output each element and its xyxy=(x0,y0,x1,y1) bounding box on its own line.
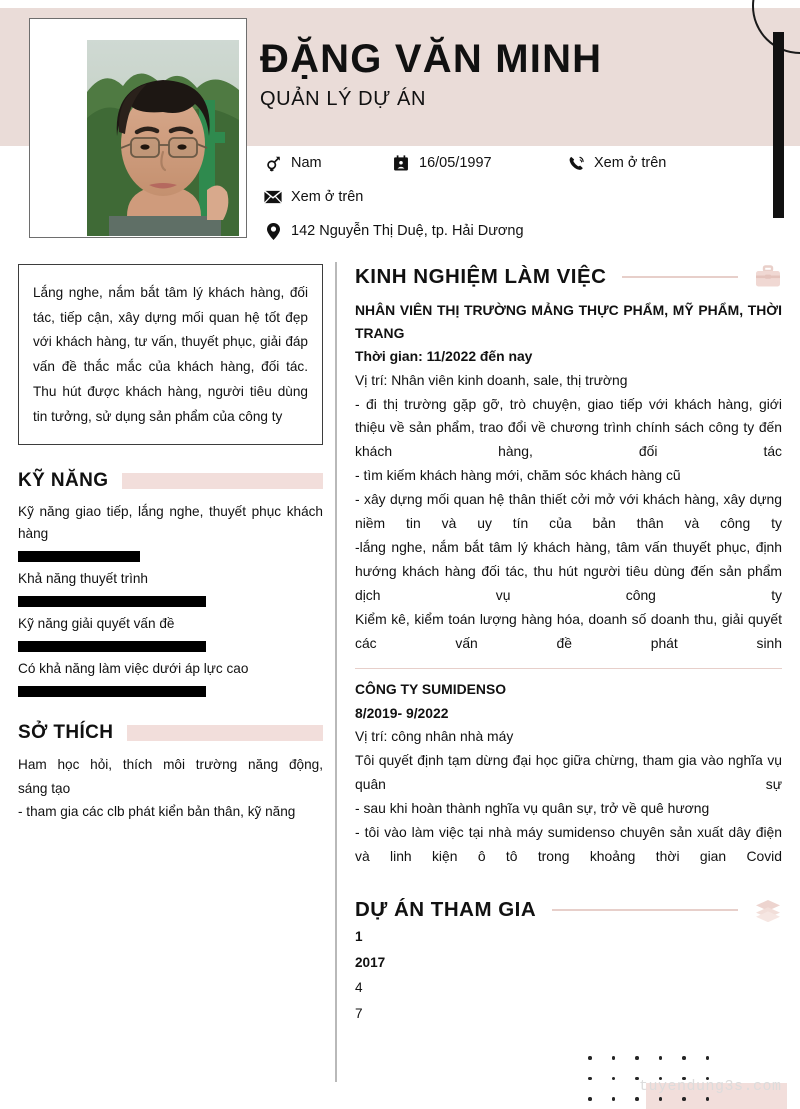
skills-section-header xyxy=(18,470,323,492)
job-line: - xây dựng mối quan hệ thân thiết cởi mở với khách hàng, xây dựng niềm tin và uy tín của bản thân và công ty xyxy=(355,491,782,532)
avatar xyxy=(87,40,239,236)
summary-box xyxy=(18,264,323,445)
skill-label: Kỹ năng giao tiếp, lắng nghe, thuyết phục khách hàng xyxy=(18,504,323,542)
envelope-icon xyxy=(264,188,282,206)
hobby-line: Ham học hỏi, thích môi trường năng động, xyxy=(18,757,323,773)
skill-item xyxy=(18,501,323,562)
hobbies-section-header xyxy=(18,722,323,744)
job-line: Tôi quyết định tạm dừng đại học giữa chừng, tham gia vào nghĩa vụ quân sự xyxy=(355,752,782,793)
name-block xyxy=(260,38,602,111)
hobbies-accent-bar xyxy=(127,725,323,741)
project-item: 1 xyxy=(355,928,363,944)
gender-icon xyxy=(264,154,282,172)
page-title: ĐẶNG VĂN MINH xyxy=(260,37,603,81)
project-item: 2017 xyxy=(355,954,386,970)
sidebar-left xyxy=(18,264,323,823)
job-line: Vị trí: Nhân viên kinh doanh, sale, thị trường xyxy=(355,371,628,388)
contact-address-value: 142 Nguyễn Thị Duệ, tp. Hải Dương xyxy=(291,223,524,239)
contact-phone[interactable] xyxy=(567,154,666,172)
skill-label: Có khả năng làm việc dưới áp lực cao xyxy=(18,661,249,677)
column-divider xyxy=(335,262,337,1082)
skill-item xyxy=(18,568,323,607)
projects-section-header xyxy=(355,897,782,923)
skill-progress-bar xyxy=(18,641,206,652)
summary-text: Lắng nghe, nắm bắt tâm lý khách hàng, đối tác, tiếp cận, xây dựng mối quan hệ tốt đẹp với khách hàng, tư vấn, thuyết phục, giải đáp vấn đề thắc mắc của khách hàng, đối tác. Thu hút được khách hàng, người tiêu dùng tin tưởng, sử dụng sản phẩm của công ty xyxy=(33,285,308,424)
portrait-photo-icon xyxy=(87,40,239,236)
projects-title: DỰ ÁN THAM GIA xyxy=(355,897,537,921)
experience-job xyxy=(355,299,782,656)
skill-progress-bar xyxy=(18,596,206,607)
contact-phone-value: Xem ở trên xyxy=(594,155,667,171)
contact-row-1 xyxy=(264,152,764,174)
job-company: CÔNG TY SUMIDENSO xyxy=(355,681,507,698)
project-item: 7 xyxy=(355,1006,363,1022)
job-dates: 8/2019- 9/2022 xyxy=(355,704,449,721)
job-line: Kiểm kê, kiểm toán lượng hàng hóa, doanh số doanh thu, giải quyết các vấn đề phát sinh xyxy=(355,610,782,651)
skill-label: Kỹ năng giải quyết vấn đề xyxy=(18,616,175,632)
job-line: Vị trí: công nhân nhà máy xyxy=(355,728,514,745)
job-line: - sau khi hoàn thành nghĩa vụ quân sự, trở về quê hương xyxy=(355,800,710,817)
contact-gender xyxy=(264,154,392,172)
calendar-icon xyxy=(392,154,410,172)
layers-icon xyxy=(754,897,782,923)
skill-label: Khả năng thuyết trình xyxy=(18,571,148,587)
watermark-text: tuyendung3s.com xyxy=(639,1078,782,1095)
job-separator xyxy=(355,668,782,670)
contact-info xyxy=(264,152,764,254)
decorative-vertical-bar xyxy=(773,32,784,218)
contact-email[interactable] xyxy=(264,188,363,206)
job-line: - tìm kiếm khách hàng mới, chăm sóc khách hàng cũ xyxy=(355,467,681,484)
profile-photo-frame xyxy=(29,18,247,238)
skills-title: KỸ NĂNG xyxy=(18,470,109,492)
skill-progress-bar xyxy=(18,551,140,562)
job-line: - đi thị trường gặp gỡ, trò chuyện, giao tiếp với khách hàng, giới thiệu về sản phẩm, trao đổi về chương trình chính sách công ty đến khách hàng, đối tác xyxy=(355,395,782,460)
contact-gender-value: Nam xyxy=(291,155,322,171)
dot-row xyxy=(588,1097,709,1101)
experience-job xyxy=(355,678,782,869)
contact-dob xyxy=(392,154,567,172)
contact-row-2 xyxy=(264,186,764,208)
job-line: -lắng nghe, nắm bắt tâm lý khách hàng, tâm vấn thuyết phục, định hướng khách hàng đối tác, thu hút người tiêu dùng đến sản phẩm dịch vụ công ty xyxy=(355,539,782,603)
contact-row-3 xyxy=(264,220,764,242)
experience-title: KINH NGHIỆM LÀM VIỆC xyxy=(355,265,607,288)
job-time: Thời gian: 11/2022 đến nay xyxy=(355,348,533,365)
skill-item xyxy=(18,658,323,697)
projects-rule xyxy=(552,909,738,911)
experience-section-header xyxy=(355,264,782,290)
job-role-subtitle: QUẢN LÝ DỰ ÁN xyxy=(260,88,427,111)
contact-address xyxy=(264,222,524,240)
main-right xyxy=(355,264,782,1026)
contact-dob-value: 16/05/1997 xyxy=(419,155,492,171)
job-title: NHÂN VIÊN THỊ TRƯỜNG MẢNG THỰC PHẨM, MỸ PHẨM, THỜI TRANG xyxy=(355,302,782,341)
phone-icon xyxy=(567,154,585,172)
project-item: 4 xyxy=(355,980,363,996)
contact-email-value: Xem ở trên xyxy=(291,189,364,205)
experience-rule xyxy=(622,276,738,278)
location-pin-icon xyxy=(264,222,282,240)
hobby-line: - tham gia các clb phát kiển bản thân, kỹ năng xyxy=(18,803,296,819)
job-line: - tôi vào làm việc tại nhà máy sumidenso chuyên sản xuất dây điện và linh kiện ô tô trong khoảng thời gian Covid xyxy=(355,823,782,864)
dot-row xyxy=(588,1056,709,1060)
skill-item xyxy=(18,613,323,652)
hobbies-title: SỞ THÍCH xyxy=(18,722,114,744)
briefcase-icon xyxy=(754,264,782,290)
skills-accent-bar xyxy=(122,473,323,489)
hobby-line: sáng tạo xyxy=(18,780,71,796)
skill-progress-bar xyxy=(18,686,206,697)
